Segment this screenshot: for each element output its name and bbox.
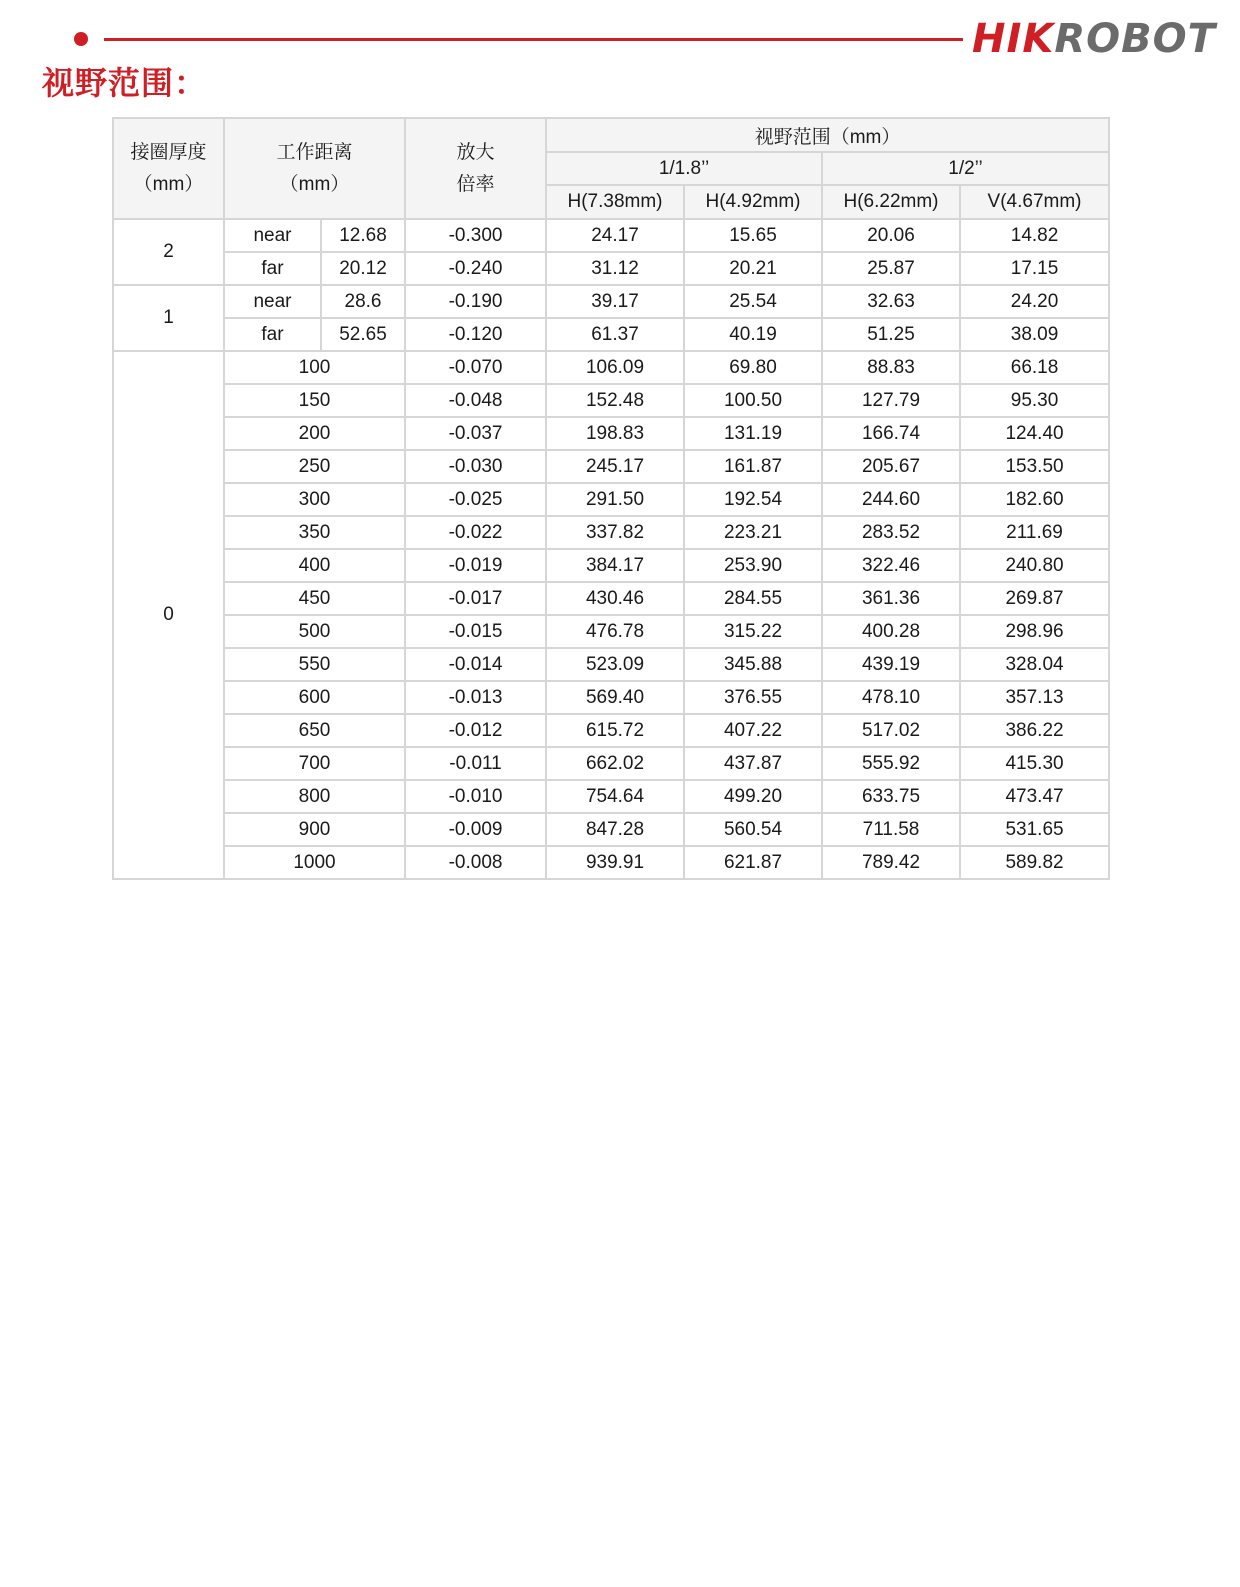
- fov-cell-h492: 100.50: [684, 384, 822, 417]
- magnification-cell: -0.120: [405, 318, 546, 351]
- fov-cell-h492: 284.55: [684, 582, 822, 615]
- working-distance-cell: 500: [224, 615, 405, 648]
- fov-cell-h738: 847.28: [546, 813, 684, 846]
- magnification-cell: -0.012: [405, 714, 546, 747]
- hikrobot-logo: HIKROBOT: [972, 16, 1216, 62]
- fov-cell-v467: 357.13: [960, 681, 1109, 714]
- table-row: [113, 714, 1109, 747]
- working-distance-cell: 200: [224, 417, 405, 450]
- fov-cell-h622: 127.79: [822, 384, 960, 417]
- table-row: [113, 615, 1109, 648]
- table-row: [113, 516, 1109, 549]
- fov-cell-h492: 223.21: [684, 516, 822, 549]
- distance-position-cell: near: [224, 285, 321, 318]
- table-row: [113, 318, 1109, 351]
- fov-cell-h492: 40.19: [684, 318, 822, 351]
- table-row: [113, 351, 1109, 384]
- fov-cell-h738: 430.46: [546, 582, 684, 615]
- fov-cell-h738: 61.37: [546, 318, 684, 351]
- fov-cell-v467: 531.65: [960, 813, 1109, 846]
- fov-cell-h738: 39.17: [546, 285, 684, 318]
- fov-cell-h738: 662.02: [546, 747, 684, 780]
- distance-position-cell: far: [224, 252, 321, 285]
- table-row: [113, 747, 1109, 780]
- fov-cell-v467: 240.80: [960, 549, 1109, 582]
- working-distance-cell: 12.68: [321, 219, 405, 252]
- fov-cell-h738: 291.50: [546, 483, 684, 516]
- table-row: [113, 813, 1109, 846]
- magnification-cell: -0.070: [405, 351, 546, 384]
- fov-cell-h738: 384.17: [546, 549, 684, 582]
- table-row: [113, 483, 1109, 516]
- fov-cell-h738: 754.64: [546, 780, 684, 813]
- magnification-cell: -0.011: [405, 747, 546, 780]
- fov-cell-h738: 615.72: [546, 714, 684, 747]
- fov-cell-h738: 245.17: [546, 450, 684, 483]
- fov-cell-v467: 24.20: [960, 285, 1109, 318]
- table-row: [113, 252, 1109, 285]
- working-distance-cell: 600: [224, 681, 405, 714]
- fov-cell-h492: 25.54: [684, 285, 822, 318]
- fov-cell-h738: 198.83: [546, 417, 684, 450]
- fov-cell-h492: 131.19: [684, 417, 822, 450]
- fov-cell-h622: 205.67: [822, 450, 960, 483]
- working-distance-cell: 550: [224, 648, 405, 681]
- working-distance-cell: 52.65: [321, 318, 405, 351]
- fov-cell-h738: 569.40: [546, 681, 684, 714]
- fov-cell-h622: 20.06: [822, 219, 960, 252]
- working-distance-cell: 450: [224, 582, 405, 615]
- fov-cell-h492: 69.80: [684, 351, 822, 384]
- table-row: [113, 549, 1109, 582]
- table-row: [113, 219, 1109, 252]
- working-distance-cell: 650: [224, 714, 405, 747]
- fov-cell-v467: 66.18: [960, 351, 1109, 384]
- table-body: [113, 219, 1109, 879]
- fov-cell-v467: 386.22: [960, 714, 1109, 747]
- fov-cell-v467: 38.09: [960, 318, 1109, 351]
- working-distance-cell: 100: [224, 351, 405, 384]
- fov-cell-h492: 621.87: [684, 846, 822, 879]
- fov-cell-v467: 124.40: [960, 417, 1109, 450]
- header-ring-thickness: 接圈厚度 （mm）: [113, 118, 224, 219]
- working-distance-cell: 150: [224, 384, 405, 417]
- fov-cell-h622: 400.28: [822, 615, 960, 648]
- working-distance-cell: 20.12: [321, 252, 405, 285]
- fov-cell-h492: 192.54: [684, 483, 822, 516]
- magnification-cell: -0.014: [405, 648, 546, 681]
- fov-cell-h622: 361.36: [822, 582, 960, 615]
- fov-cell-v467: 14.82: [960, 219, 1109, 252]
- fov-cell-h622: 789.42: [822, 846, 960, 879]
- fov-cell-h738: 24.17: [546, 219, 684, 252]
- magnification-cell: -0.190: [405, 285, 546, 318]
- distance-position-cell: near: [224, 219, 321, 252]
- fov-cell-h492: 20.21: [684, 252, 822, 285]
- fov-cell-h622: 25.87: [822, 252, 960, 285]
- table-row: [113, 384, 1109, 417]
- working-distance-cell: 250: [224, 450, 405, 483]
- fov-cell-v467: 473.47: [960, 780, 1109, 813]
- fov-cell-v467: 17.15: [960, 252, 1109, 285]
- ring-thickness-cell: 0: [113, 351, 224, 879]
- fov-cell-h738: 106.09: [546, 351, 684, 384]
- table-row: [113, 285, 1109, 318]
- fov-cell-h622: 555.92: [822, 747, 960, 780]
- fov-cell-h738: 31.12: [546, 252, 684, 285]
- fov-cell-v467: 182.60: [960, 483, 1109, 516]
- magnification-cell: -0.037: [405, 417, 546, 450]
- working-distance-cell: 1000: [224, 846, 405, 879]
- fov-cell-h492: 253.90: [684, 549, 822, 582]
- header-col-v467: V(4.67mm): [960, 185, 1109, 219]
- header-col-h622: H(6.22mm): [822, 185, 960, 219]
- table-row: [113, 582, 1109, 615]
- fov-cell-h622: 478.10: [822, 681, 960, 714]
- fov-cell-h622: 517.02: [822, 714, 960, 747]
- header-dot: [74, 32, 88, 46]
- header-working-distance: 工作距离 （mm）: [224, 118, 405, 219]
- fov-cell-h492: 376.55: [684, 681, 822, 714]
- fov-cell-h622: 633.75: [822, 780, 960, 813]
- magnification-cell: -0.025: [405, 483, 546, 516]
- fov-cell-h492: 161.87: [684, 450, 822, 483]
- table-row: [113, 417, 1109, 450]
- table-row: [113, 846, 1109, 879]
- magnification-cell: -0.010: [405, 780, 546, 813]
- working-distance-cell: 700: [224, 747, 405, 780]
- magnification-cell: -0.030: [405, 450, 546, 483]
- header-sensor-1-2: 1/2’’: [822, 152, 1109, 185]
- fov-cell-v467: 211.69: [960, 516, 1109, 549]
- working-distance-cell: 350: [224, 516, 405, 549]
- table-row: [113, 450, 1109, 483]
- fov-cell-h492: 499.20: [684, 780, 822, 813]
- fov-cell-v467: 328.04: [960, 648, 1109, 681]
- magnification-cell: -0.015: [405, 615, 546, 648]
- fov-cell-h622: 51.25: [822, 318, 960, 351]
- fov-cell-h622: 711.58: [822, 813, 960, 846]
- working-distance-cell: 400: [224, 549, 405, 582]
- magnification-cell: -0.017: [405, 582, 546, 615]
- fov-cell-h622: 439.19: [822, 648, 960, 681]
- fov-cell-h622: 244.60: [822, 483, 960, 516]
- fov-cell-h492: 407.22: [684, 714, 822, 747]
- fov-cell-h492: 560.54: [684, 813, 822, 846]
- fov-cell-h492: 437.87: [684, 747, 822, 780]
- magnification-cell: -0.013: [405, 681, 546, 714]
- working-distance-cell: 300: [224, 483, 405, 516]
- fov-cell-v467: 415.30: [960, 747, 1109, 780]
- fov-cell-h492: 345.88: [684, 648, 822, 681]
- header-rule: [104, 38, 963, 41]
- magnification-cell: -0.019: [405, 549, 546, 582]
- magnification-cell: -0.022: [405, 516, 546, 549]
- fov-cell-h738: 939.91: [546, 846, 684, 879]
- fov-cell-v467: 298.96: [960, 615, 1109, 648]
- working-distance-cell: 900: [224, 813, 405, 846]
- table-row: [113, 780, 1109, 813]
- fov-cell-v467: 589.82: [960, 846, 1109, 879]
- table-row: [113, 648, 1109, 681]
- fov-cell-h738: 152.48: [546, 384, 684, 417]
- ring-thickness-cell: 2: [113, 219, 224, 285]
- table-row: [113, 681, 1109, 714]
- ring-thickness-cell: 1: [113, 285, 224, 351]
- header-col-h492: H(4.92mm): [684, 185, 822, 219]
- fov-cell-h622: 166.74: [822, 417, 960, 450]
- fov-cell-h622: 88.83: [822, 351, 960, 384]
- fov-cell-h492: 315.22: [684, 615, 822, 648]
- header-sensor-1-1.8: 1/1.8’’: [546, 152, 822, 185]
- page-title: 视野范围：: [42, 64, 208, 102]
- magnification-cell: -0.008: [405, 846, 546, 879]
- working-distance-cell: 28.6: [321, 285, 405, 318]
- magnification-cell: -0.009: [405, 813, 546, 846]
- working-distance-cell: 800: [224, 780, 405, 813]
- fov-cell-h622: 322.46: [822, 549, 960, 582]
- header-col-h738: H(7.38mm): [546, 185, 684, 219]
- fov-table: [112, 117, 1110, 880]
- magnification-cell: -0.048: [405, 384, 546, 417]
- fov-cell-v467: 153.50: [960, 450, 1109, 483]
- header-fov: 视野范围（mm）: [546, 118, 1109, 152]
- magnification-cell: -0.300: [405, 219, 546, 252]
- magnification-cell: -0.240: [405, 252, 546, 285]
- fov-cell-h622: 32.63: [822, 285, 960, 318]
- fov-cell-v467: 95.30: [960, 384, 1109, 417]
- fov-cell-h622: 283.52: [822, 516, 960, 549]
- fov-cell-h738: 523.09: [546, 648, 684, 681]
- fov-cell-h738: 476.78: [546, 615, 684, 648]
- header-magnification: 放大 倍率: [405, 118, 546, 219]
- fov-cell-h492: 15.65: [684, 219, 822, 252]
- distance-position-cell: far: [224, 318, 321, 351]
- fov-cell-v467: 269.87: [960, 582, 1109, 615]
- fov-cell-h738: 337.82: [546, 516, 684, 549]
